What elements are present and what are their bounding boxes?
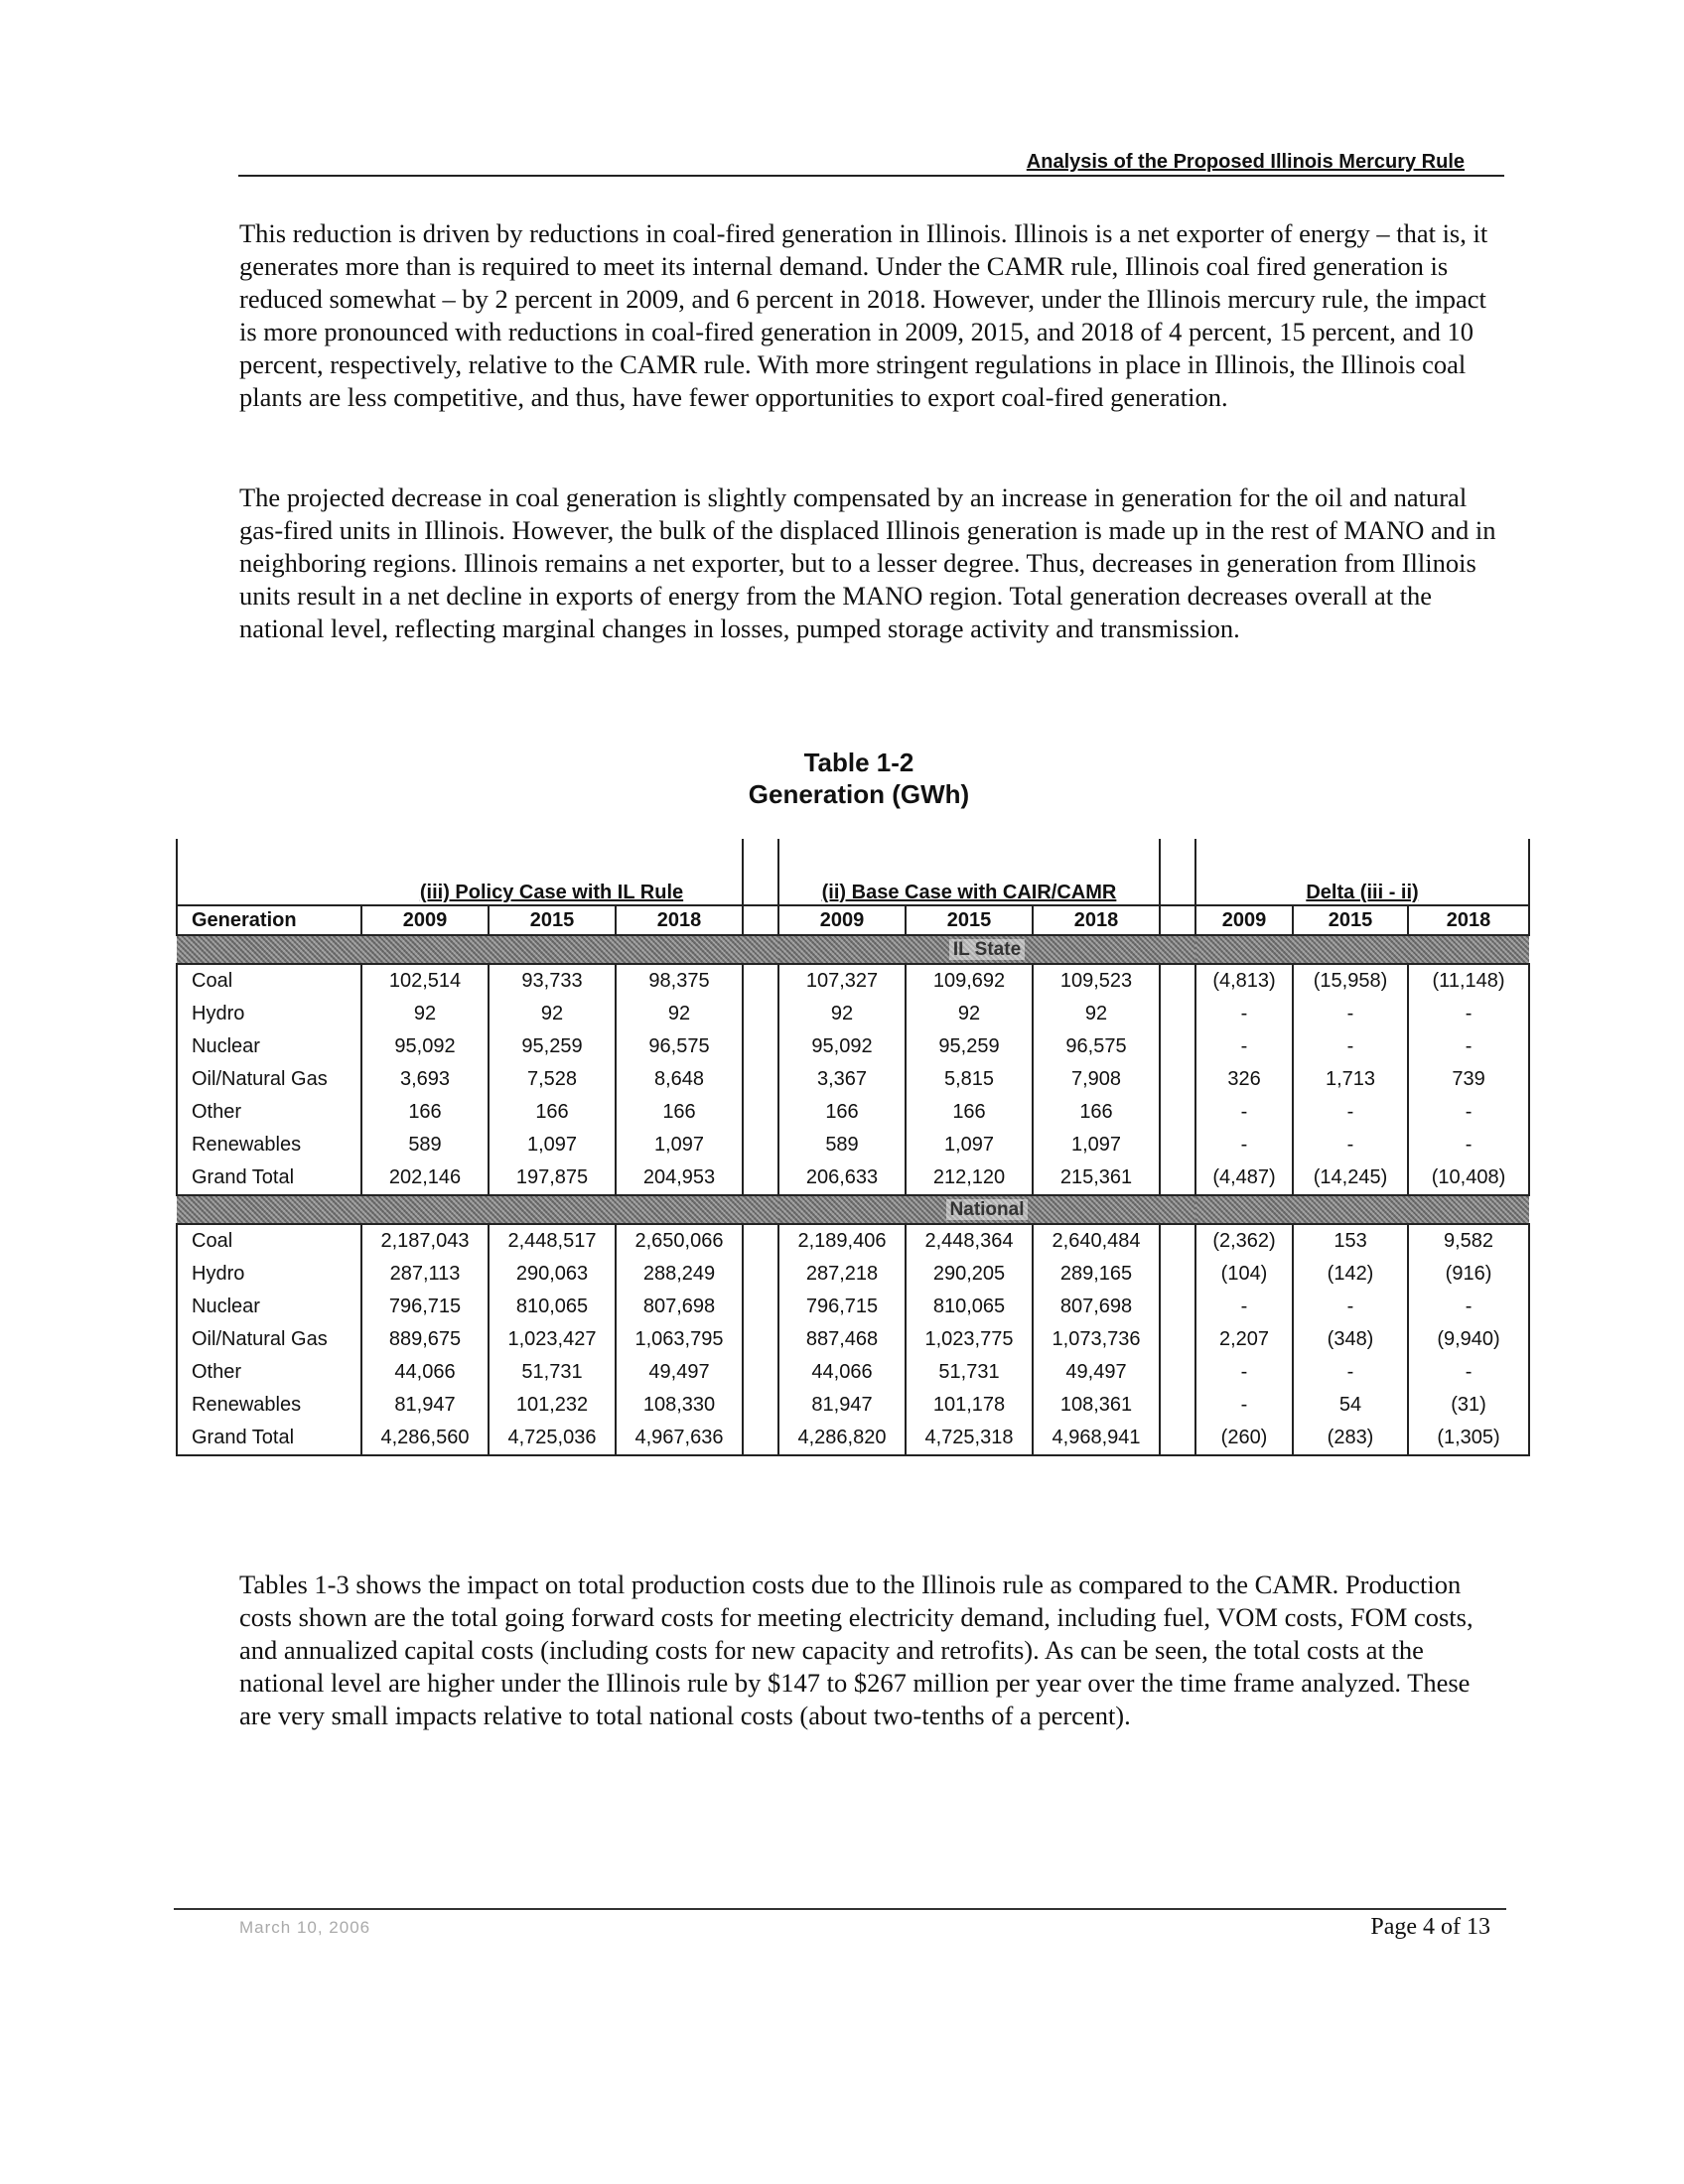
table-cell: 2,187,043 [361, 1224, 489, 1258]
table-cell: 589 [778, 1129, 906, 1161]
table-cell: - [1293, 1356, 1408, 1389]
table-cell: 288,249 [616, 1258, 743, 1291]
table-cell: 95,259 [906, 1030, 1033, 1063]
table-cell: - [1293, 1030, 1408, 1063]
table-cell: 202,146 [361, 1161, 489, 1195]
paragraph-production-costs: Tables 1-3 shows the impact on total production costs due to the Illinois rule as compared to the CAMR. Production costs shown are the total going forward costs for meeting electricity demand, including fuel, VOM costs, FOM costs, and annualized capital costs (including costs for new capacity and retrofits). As can be seen, the total costs at the national level are higher under the Illinois rule by $147 to $267 million per year over the time frame analyzed. These are very small impacts relative to total national costs (about two-tenths of a percent). [239, 1570, 1474, 1730]
table-row [177, 1224, 1529, 1258]
table-cell: 93,733 [489, 964, 616, 998]
row-label: Renewables [177, 1389, 361, 1422]
table-row [177, 1389, 1529, 1422]
table-cell: - [1195, 1389, 1293, 1422]
table-cell: 3,367 [778, 1063, 906, 1096]
header-title: Analysis of the Proposed Illinois Mercury Rule [1026, 151, 1465, 173]
table-cell: 95,092 [361, 1030, 489, 1063]
table-cell: 49,497 [1033, 1356, 1160, 1389]
table-cell: 2,189,406 [778, 1224, 906, 1258]
table-cell: 2,207 [1195, 1323, 1293, 1356]
table-cell: 92 [616, 998, 743, 1030]
page-number: Page 4 of 13 [1370, 1914, 1490, 1940]
table-cell: 101,232 [489, 1389, 616, 1422]
table-cell: 810,065 [489, 1291, 616, 1323]
table-cell: 108,330 [616, 1389, 743, 1422]
table-cell: 204,953 [616, 1161, 743, 1195]
row-label: Renewables [177, 1129, 361, 1161]
table-row [177, 1422, 1529, 1455]
table-row [177, 1161, 1529, 1195]
row-label: Hydro [177, 1258, 361, 1291]
table-cell: 1,097 [616, 1129, 743, 1161]
table-cell: 51,731 [906, 1356, 1033, 1389]
table-cell: 51,731 [489, 1356, 616, 1389]
table-cell: 92 [906, 998, 1033, 1030]
row-label: Hydro [177, 998, 361, 1030]
table-cell: - [1408, 1129, 1529, 1161]
table-cell: 81,947 [361, 1389, 489, 1422]
table-cell: (260) [1195, 1422, 1293, 1455]
row-label: Nuclear [177, 1030, 361, 1063]
generation-column-header: Generation [177, 905, 361, 935]
table-cell: 1,713 [1293, 1063, 1408, 1096]
table-cell: - [1408, 1030, 1529, 1063]
delta-year-header: 2015 [1293, 905, 1408, 935]
table-cell: 289,165 [1033, 1258, 1160, 1291]
table-cell: - [1293, 1291, 1408, 1323]
table-cell: 197,875 [489, 1161, 616, 1195]
base-year-header: 2015 [906, 905, 1033, 935]
table-cell: (348) [1293, 1323, 1408, 1356]
table-cell: 96,575 [616, 1030, 743, 1063]
row-label: Nuclear [177, 1291, 361, 1323]
table-cell: 92 [361, 998, 489, 1030]
page-header [238, 149, 1504, 177]
table-cell: - [1293, 998, 1408, 1030]
table-cell: 1,073,736 [1033, 1323, 1160, 1356]
table-cell: 7,528 [489, 1063, 616, 1096]
table-cell: 8,648 [616, 1063, 743, 1096]
table-cell: 796,715 [778, 1291, 906, 1323]
table-cell: 589 [361, 1129, 489, 1161]
table-cell: (14,245) [1293, 1161, 1408, 1195]
table-cell: 95,259 [489, 1030, 616, 1063]
table-cell: 44,066 [361, 1356, 489, 1389]
row-label: Oil/Natural Gas [177, 1323, 361, 1356]
table-cell: 4,725,036 [489, 1422, 616, 1455]
base-year-header: 2018 [1033, 905, 1160, 935]
table-cell: 81,947 [778, 1389, 906, 1422]
table-cell: 4,967,636 [616, 1422, 743, 1455]
table-cell: - [1293, 1096, 1408, 1129]
table-title [675, 747, 1043, 810]
table-cell: 44,066 [778, 1356, 906, 1389]
table-cell: (2,362) [1195, 1224, 1293, 1258]
section-national [177, 1195, 1529, 1224]
table-cell: 49,497 [616, 1356, 743, 1389]
table-number: Table 1-2 [803, 748, 914, 777]
table-cell: 107,327 [778, 964, 906, 998]
table-cell: (31) [1408, 1389, 1529, 1422]
table-cell: 1,097 [1033, 1129, 1160, 1161]
table-cell: 92 [778, 998, 906, 1030]
table-cell: 98,375 [616, 964, 743, 998]
table-cell: 887,468 [778, 1323, 906, 1356]
table-cell: 215,361 [1033, 1161, 1160, 1195]
table-cell: 287,218 [778, 1258, 906, 1291]
section-il-state [177, 935, 1529, 964]
paragraph-coal-reduction: This reduction is driven by reductions in coal-fired generation in Illinois. Illinois is a net exporter of energy – that is, it generates more than is required to meet its internal demand. Under the CAMR rule, Illinois coal fired generation is reduced somewhat – by 2 percent in 2009, and 6 percent in 2018. However, under the Illinois mercury rule, the impact is more pronounced with reductions in coal-fired generation in 2009, 2015, and 2018 of 4 percent, 15 percent, and 10 percent, respectively, relative to the CAMR rule. With more stringent regulations in place in Illinois, the Illinois coal plants are less competitive, and thus, have fewer opportunities to export coal-fired generation. [239, 218, 1488, 412]
table-cell: - [1293, 1129, 1408, 1161]
table-cell: (1,305) [1408, 1422, 1529, 1455]
table-cell: 206,633 [778, 1161, 906, 1195]
row-label: Coal [177, 964, 361, 998]
table-cell: 92 [489, 998, 616, 1030]
table-cell: 287,113 [361, 1258, 489, 1291]
table-cell: - [1195, 1356, 1293, 1389]
section-national-label: National [946, 1199, 1029, 1220]
group-policy-case: (iii) Policy Case with IL Rule [361, 873, 743, 905]
table-cell: - [1408, 998, 1529, 1030]
table-cell: (283) [1293, 1422, 1408, 1455]
delta-year-header: 2009 [1195, 905, 1293, 935]
table-cell: 102,514 [361, 964, 489, 998]
table-row [177, 964, 1529, 998]
policy-year-header: 2018 [616, 905, 743, 935]
footer-date: March 10, 2006 [239, 1918, 371, 1937]
table-row [177, 1063, 1529, 1096]
table-cell: 54 [1293, 1389, 1408, 1422]
table-cell: 95,092 [778, 1030, 906, 1063]
generation-table [176, 839, 1530, 1456]
table-cell: 4,286,820 [778, 1422, 906, 1455]
table-cell: 153 [1293, 1224, 1408, 1258]
group-delta: Delta (iii - ii) [1195, 873, 1529, 905]
table-cell: (9,940) [1408, 1323, 1529, 1356]
table-cell: - [1408, 1356, 1529, 1389]
table-cell: (916) [1408, 1258, 1529, 1291]
table-cell: 92 [1033, 998, 1160, 1030]
table-row [177, 1096, 1529, 1129]
table-cell: 889,675 [361, 1323, 489, 1356]
table-cell: - [1195, 1129, 1293, 1161]
table-cell: 166 [778, 1096, 906, 1129]
table-cell: (11,148) [1408, 964, 1529, 998]
table-cell: - [1195, 1291, 1293, 1323]
table-row [177, 1129, 1529, 1161]
page-footer [174, 1908, 1506, 1940]
table-cell: 1,063,795 [616, 1323, 743, 1356]
table-cell: 4,286,560 [361, 1422, 489, 1455]
table-group-header-row [177, 873, 1529, 905]
table-cell: (104) [1195, 1258, 1293, 1291]
base-year-header: 2009 [778, 905, 906, 935]
table-cell: - [1195, 998, 1293, 1030]
table-cell: 2,448,517 [489, 1224, 616, 1258]
table-cell: 109,692 [906, 964, 1033, 998]
table-cell: 5,815 [906, 1063, 1033, 1096]
table-year-header-row [177, 905, 1529, 935]
table-row [177, 1356, 1529, 1389]
row-label: Other [177, 1096, 361, 1129]
table-cell: 3,693 [361, 1063, 489, 1096]
group-base-case: (ii) Base Case with CAIR/CAMR [778, 873, 1160, 905]
table-cell: 166 [361, 1096, 489, 1129]
table-cell: 290,063 [489, 1258, 616, 1291]
table-cell: (15,958) [1293, 964, 1408, 998]
table-row [177, 1258, 1529, 1291]
row-label: Other [177, 1356, 361, 1389]
table-cell: 4,968,941 [1033, 1422, 1160, 1455]
table-cell: - [1195, 1030, 1293, 1063]
table-cell: 109,523 [1033, 964, 1160, 998]
table-cell: 212,120 [906, 1161, 1033, 1195]
section-il-state-label: IL State [949, 939, 1025, 960]
table-cell: (4,487) [1195, 1161, 1293, 1195]
table-cell: 1,023,775 [906, 1323, 1033, 1356]
table-row [177, 1030, 1529, 1063]
table-cell: 7,908 [1033, 1063, 1160, 1096]
table-cell: 1,023,427 [489, 1323, 616, 1356]
table-cell: 2,448,364 [906, 1224, 1033, 1258]
table-cell: 2,650,066 [616, 1224, 743, 1258]
table-cell: 290,205 [906, 1258, 1033, 1291]
table-cell: 2,640,484 [1033, 1224, 1160, 1258]
table-cell: 810,065 [906, 1291, 1033, 1323]
table-cell: 166 [906, 1096, 1033, 1129]
row-label: Grand Total [177, 1422, 361, 1455]
table-cell: 739 [1408, 1063, 1529, 1096]
table-row [177, 998, 1529, 1030]
table-cell: 166 [489, 1096, 616, 1129]
row-label: Oil/Natural Gas [177, 1063, 361, 1096]
table-row [177, 1291, 1529, 1323]
table-cell: (10,408) [1408, 1161, 1529, 1195]
table-cell: (4,813) [1195, 964, 1293, 998]
table-row [177, 1323, 1529, 1356]
paragraph-generation-shift: The projected decrease in coal generation is slightly compensated by an increase in generation for the oil and natural gas-fired units in Illinois. However, the bulk of the displaced Illinois generation is made up in the rest of MANO and in neighboring regions. Illinois remains a net exporter, but to a lesser degree. Thus, decreases in generation from Illinois units result in a net decline in exports of energy from the MANO region. Total generation decreases overall at the national level, reflecting marginal changes in losses, pumped storage activity and transmission. [239, 482, 1496, 643]
table-cell: 326 [1195, 1063, 1293, 1096]
table-cell: - [1408, 1291, 1529, 1323]
table-cell: 1,097 [906, 1129, 1033, 1161]
row-label: Coal [177, 1224, 361, 1258]
table-cell: (142) [1293, 1258, 1408, 1291]
table-caption: Generation (GWh) [748, 779, 970, 809]
table-cell: 4,725,318 [906, 1422, 1033, 1455]
table-cell: 1,097 [489, 1129, 616, 1161]
table-cell: 108,361 [1033, 1389, 1160, 1422]
table-cell: - [1195, 1096, 1293, 1129]
table-cell: 96,575 [1033, 1030, 1160, 1063]
table-cell: 166 [1033, 1096, 1160, 1129]
row-label: Grand Total [177, 1161, 361, 1195]
table-spacer-row [177, 839, 1529, 873]
table-cell: - [1408, 1096, 1529, 1129]
policy-year-header: 2009 [361, 905, 489, 935]
table-cell: 796,715 [361, 1291, 489, 1323]
table-cell: 166 [616, 1096, 743, 1129]
table-cell: 807,698 [616, 1291, 743, 1323]
table-cell: 807,698 [1033, 1291, 1160, 1323]
policy-year-header: 2015 [489, 905, 616, 935]
table-cell: 101,178 [906, 1389, 1033, 1422]
table-cell: 9,582 [1408, 1224, 1529, 1258]
delta-year-header: 2018 [1408, 905, 1529, 935]
